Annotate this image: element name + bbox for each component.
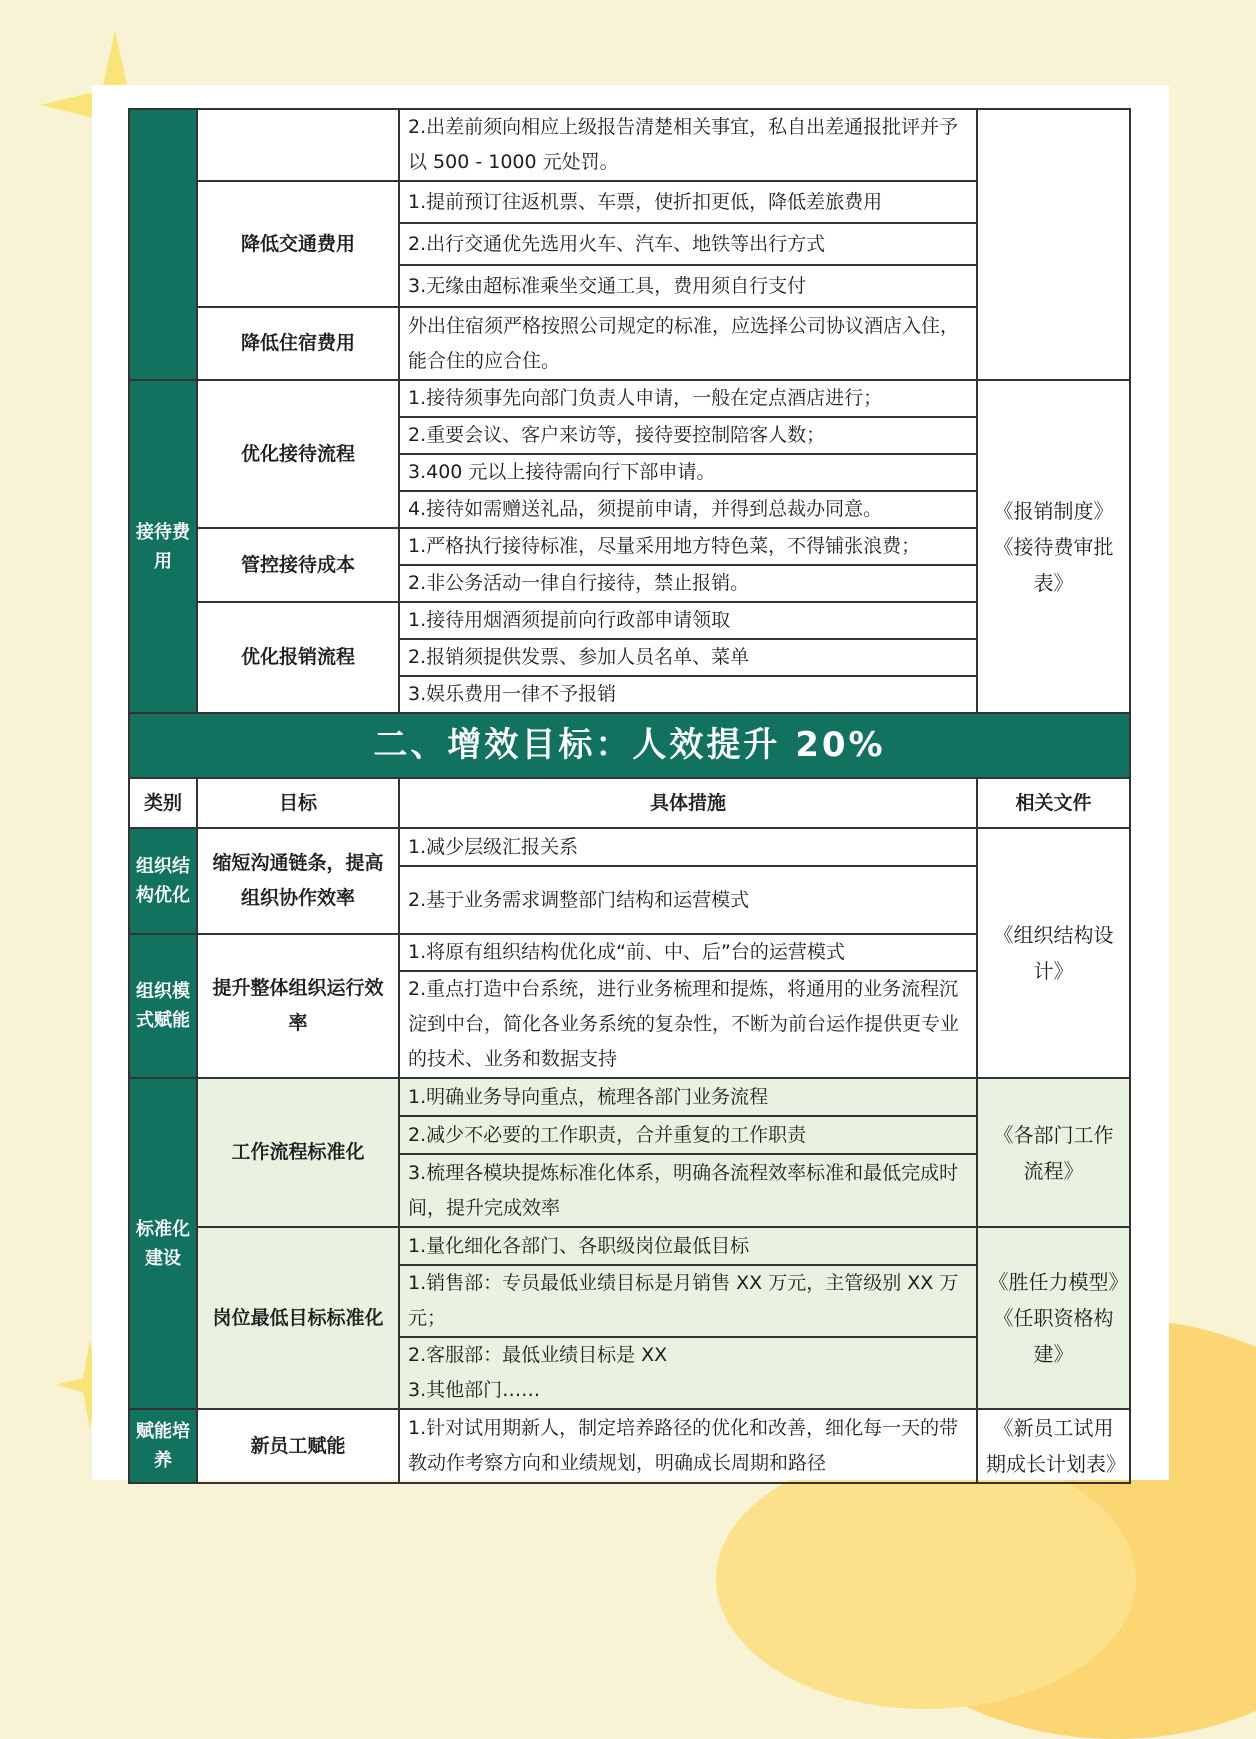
measure-cell: 1.接待用烟酒须提前向行政部申请领取 (399, 602, 977, 639)
table-row (129, 1409, 1130, 1483)
category-cell: 赋能培养 (129, 1409, 197, 1483)
measure-cell: 2.基于业务需求调整部门结构和运营模式 (399, 866, 977, 934)
doc-cell: 《新员工试用期成长计划表》 (977, 1409, 1130, 1483)
measure-cell: 1.减少层级汇报关系 (399, 828, 977, 866)
measure-cell: 1.将原有组织结构优化成“前、中、后”台的运营模式 (399, 934, 977, 971)
category-cell (129, 109, 197, 380)
goal-cell: 新员工赋能 (197, 1409, 399, 1483)
column-header-doc: 相关文件 (977, 778, 1130, 828)
measure-cell: 1.销售部：专员最低业绩目标是月销售 XX 万元，主管级别 XX 万元； (399, 1265, 977, 1337)
goal-cell: 管控接待成本 (197, 528, 399, 602)
section-title: 二、增效目标：人效提升 20% (129, 713, 1130, 778)
measure-cell: 2.报销须提供发票、参加人员名单、菜单 (399, 639, 977, 676)
measure-cell: 3.娱乐费用一律不予报销 (399, 676, 977, 713)
table-row (129, 109, 1130, 181)
doc-cell (977, 109, 1130, 380)
measure-cell: 3.无缘由超标准乘坐交通工具，费用须自行支付 (399, 265, 977, 307)
column-header-category: 类别 (129, 778, 197, 828)
measure-cell: 1.针对试用期新人，制定培养路径的优化和改善，细化每一天的带教动作考察方向和业绩规划，明确成长周期和路径 (399, 1409, 977, 1483)
category-cell: 接待费用 (129, 380, 197, 713)
goal-cell: 降低交通费用 (197, 181, 399, 307)
measure-cell: 1.量化细化各部门、各职级岗位最低目标 (399, 1227, 977, 1265)
measure-cell: 3.梳理各模块提炼标准化体系，明确各流程效率标准和最低完成时间，提升完成效率 (399, 1154, 977, 1227)
column-header-goal: 目标 (197, 778, 399, 828)
table-row (129, 1078, 1130, 1116)
measure-cell: 2.重要会议、客户来访等，接待要控制陪客人数； (399, 417, 977, 454)
goal-cell: 提升整体组织运行效率 (197, 934, 399, 1078)
goal-cell: 缩短沟通链条，提高组织协作效率 (197, 828, 399, 934)
table-row (129, 828, 1130, 866)
section-title-row (129, 713, 1130, 778)
category-cell: 标准化建设 (129, 1078, 197, 1409)
measure-cell (399, 1337, 977, 1409)
goal-cell: 优化报销流程 (197, 602, 399, 713)
column-header-measure: 具体措施 (399, 778, 977, 828)
measure-line: 3.其他部门…… (408, 1379, 541, 1401)
goal-cell: 优化接待流程 (197, 380, 399, 528)
measure-cell: 2.非公务活动一律自行接待，禁止报销。 (399, 565, 977, 602)
goal-cell: 工作流程标准化 (197, 1078, 399, 1227)
measure-cell: 3.400 元以上接待需向行下部申请。 (399, 454, 977, 491)
goal-cell: 降低住宿费用 (197, 307, 399, 380)
doc-cell: 《报销制度》《接待费审批表》 (977, 380, 1130, 713)
measure-cell: 1.明确业务导向重点，梳理各部门业务流程 (399, 1078, 977, 1116)
measure-cell: 2.出差前须向相应上级报告清楚相关事宜，私自出差通报批评并予以 500 - 1000 元处罚。 (399, 109, 977, 181)
measure-cell: 1.接待须事先向部门负责人申请，一般在定点酒店进行； (399, 380, 977, 417)
category-cell: 组织结构优化 (129, 828, 197, 934)
measure-cell: 外出住宿须严格按照公司规定的标准，应选择公司协议酒店入住，能合住的应合住。 (399, 307, 977, 380)
goal-cell (197, 109, 399, 181)
measure-cell: 4.接待如需赠送礼品，须提前申请，并得到总裁办同意。 (399, 491, 977, 528)
measure-cell: 1.严格执行接待标准，尽量采用地方特色菜，不得铺张浪费； (399, 528, 977, 565)
measure-cell: 1.提前预订往返机票、车票，使折扣更低，降低差旅费用 (399, 181, 977, 223)
table-row (129, 1227, 1130, 1265)
cost-efficiency-table (128, 108, 1131, 1484)
doc-cell: 《各部门工作流程》 (977, 1078, 1130, 1227)
category-cell: 组织模式赋能 (129, 934, 197, 1078)
doc-cell: 《胜任力模型》《任职资格构建》 (977, 1227, 1130, 1409)
measure-cell: 2.重点打造中台系统，进行业务梳理和提炼，将通用的业务流程沉淀到中台，简化各业务系统的复杂性，不断为前台运作提供更专业的技术、业务和数据支持 (399, 971, 977, 1078)
goal-cell: 岗位最低目标标准化 (197, 1227, 399, 1409)
measure-cell: 2.减少不必要的工作职责，合并重复的工作职责 (399, 1116, 977, 1154)
measure-cell: 2.出行交通优先选用火车、汽车、地铁等出行方式 (399, 223, 977, 265)
doc-cell: 《组织结构设计》 (977, 828, 1130, 1078)
decorative-blob (716, 1449, 1136, 1709)
measure-line: 2.客服部：最低业绩目标是 XX (408, 1344, 668, 1366)
table-header-row (129, 778, 1130, 828)
table-row (129, 380, 1130, 417)
